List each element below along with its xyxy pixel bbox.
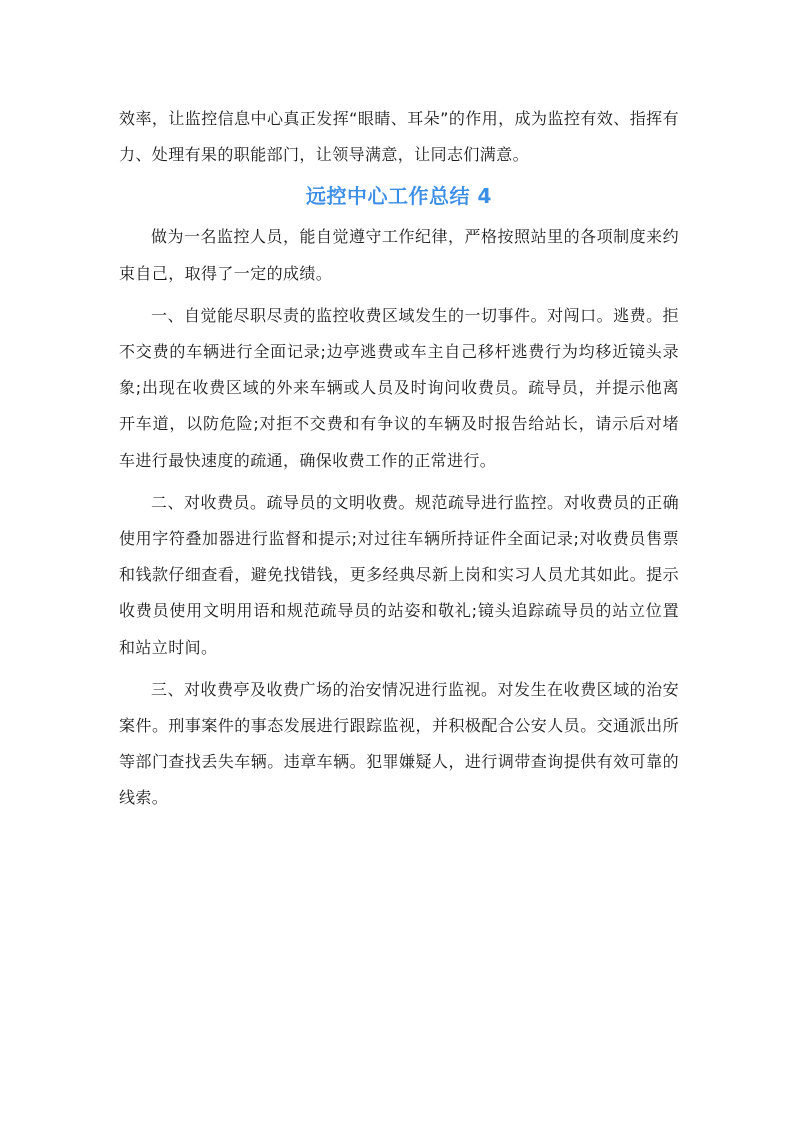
section-title: 远控中心工作总结 4	[306, 184, 492, 209]
intro-continuation-paragraph: 效率，让监控信息中心真正发挥“眼睛、耳朵”的作用，成为监控有效、指挥有力、处理有果的职能部门，让领导满意，让同志们满意。	[119, 109, 679, 165]
document-body	[119, 101, 679, 817]
paragraph-opening: 做为一名监控人员，能自觉遵守工作纪律，严格按照站里的各项制度来约束自己，取得了一定的成绩。	[119, 227, 679, 283]
paragraph-item-3: 三、对收费亭及收费广场的治安情况进行监视。对发生在收费区域的治安案件。刑事案件的事态发展进行跟踪监视，并积极配合公安人员。交通派出所等部门查找丢失车辆。违章车辆。犯罪嫌疑人，进行调带查询提供有效可靠的线索。	[119, 679, 679, 808]
paragraph-item-1: 一、自觉能尽职尽责的监控收费区域发生的一切事件。对闯口。逃费。拒不交费的车辆进行全面记录;边亭逃费或车主自己移杆逃费行为均移近镜头录象;出现在收费区域的外来车辆或人员及时询问收费员。疏导员，并提示他离开车道，以防危险;对拒不交费和有争议的车辆及时报告给站长，请示后对堵车进行最快速度的疏通，确保收费工作的正常进行。	[119, 305, 679, 470]
paragraph-item-2: 二、对收费员。疏导员的文明收费。规范疏导进行监控。对收费员的正确使用字符叠加器进行监督和提示;对过往车辆所持证件全面记录;对收费员售票和钱款仔细查看，避免找错钱，更多经典尽新上岗和实习人员尤其如此。提示收费员使用文明用语和规范疏导员的站姿和敬礼;镜头追踪疏导员的站立位置和站立时间。	[119, 492, 679, 657]
